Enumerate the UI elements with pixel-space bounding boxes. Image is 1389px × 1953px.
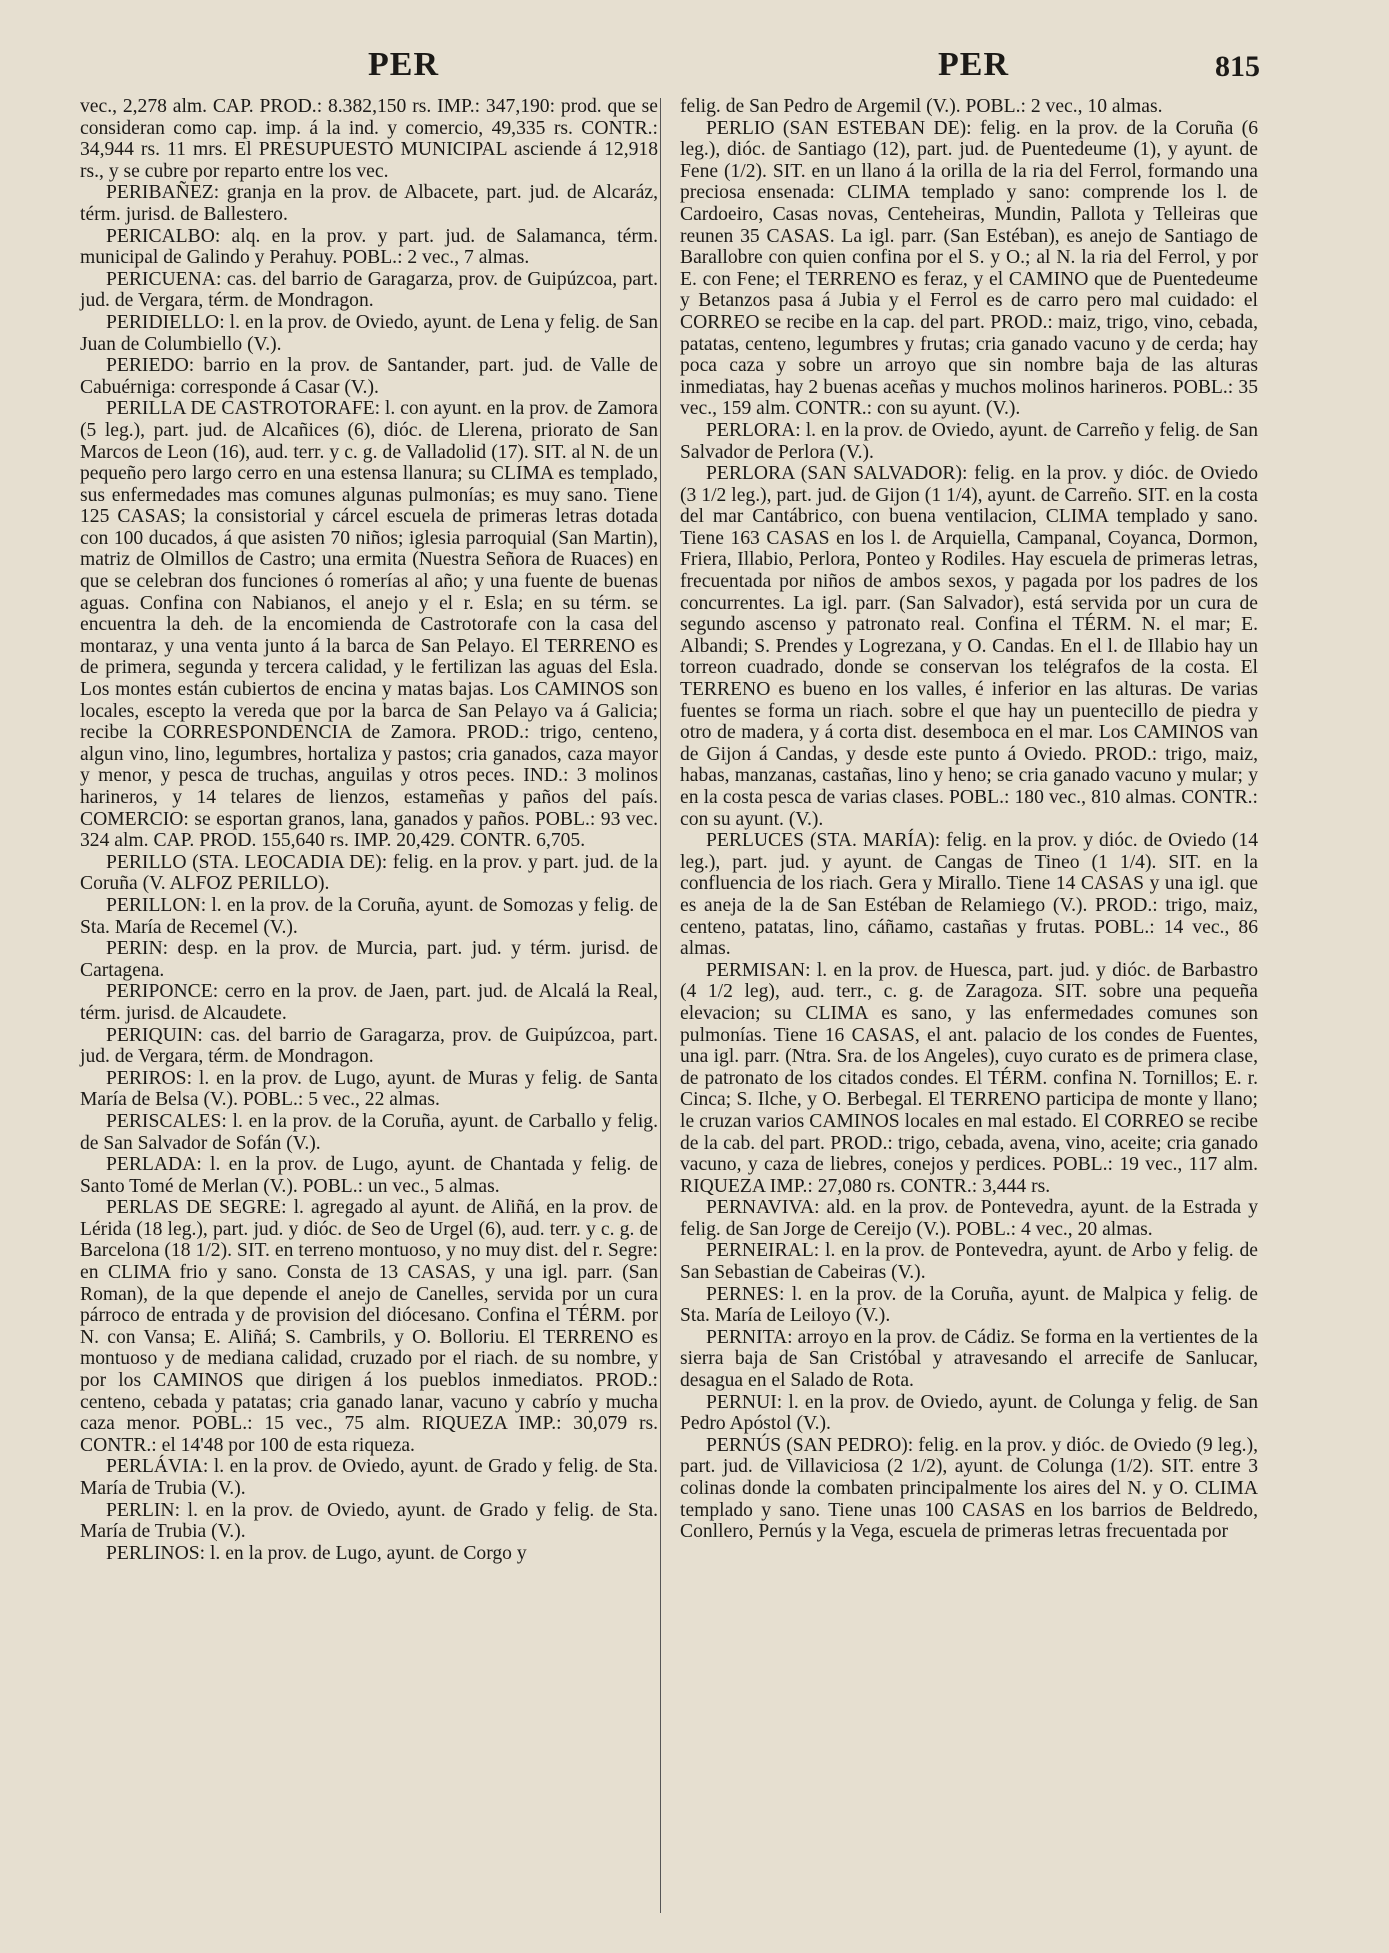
dictionary-entry: PERLIO (SAN ESTEBAN DE): felig. en la prov. de la Coruña (6 leg.), dióc. de Santiago (12), part. jud. de Puentedeume (1), y ayunt. de Fene (1/2). SIT. en un llano á la orilla de la ria del Ferrol, formando una preciosa ensenada: CLIMA templado y sano: comprende los l. de Cardoeiro, Casas novas, Centeheiras, Mundin, Pallota y Telleiras que reunen 35 CASAS. La igl. parr. (San Estéban), es anejo de Santiago de Barallobre con quien confina por el S. y O.; al N. la ria del Ferrol, y por E. con Fene; el TERRENO es feraz, y el CAMINO que de Puentedeume y Betanzos pasa á Jubia y el Ferrol es de carro pero mal cuidado: el CORREO se recibe en la cap. del part. PROD.: maiz, trigo, vino, cebada, patatas, centeno, legumbres y frutas; cria ganado vacuno y de cerda; hay poca caza y sobre un arroyo que sin nombre baja de las alturas inmediatas, hay 2 buenas aceñas y muchos molinos harineros. POBL.: 35 vec., 159 alm. CONTR.: con su ayunt. (V.). bbox=[680, 117, 1258, 420]
dictionary-entry: PERNAVIVA: ald. en la prov. de Pontevedra, ayunt. de la Estrada y felig. de San Jorge de Cereijo (V.). POBL.: 4 vec., 20 almas. bbox=[680, 1197, 1258, 1240]
dictionary-entry: PERIN: desp. en la prov. de Murcia, part. jud. y térm. jurisd. de Cartagena. bbox=[80, 938, 658, 981]
dictionary-entry: PERIEDO: barrio en la prov. de Santander, part. jud. de Valle de Cabuérniga: corresponde á Casar (V.). bbox=[80, 355, 658, 398]
dictionary-entry: PERICUENA: cas. del barrio de Garagarza, prov. de Guipúzcoa, part. jud. de Vergara, térm. de Mondragon. bbox=[80, 268, 658, 312]
dictionary-entry: PERIROS: l. en la prov. de Lugo, ayunt. de Muras y felig. de Santa María de Belsa (V.). POBL.: 5 vec., 22 almas. bbox=[80, 1067, 658, 1111]
right-column bbox=[680, 96, 1258, 1543]
column-divider bbox=[660, 98, 661, 1913]
right-running-head: PER bbox=[938, 46, 1009, 83]
dictionary-entry: PERNES: l. en la prov. de la Coruña, ayunt. de Malpica y felig. de Sta. María de Leiloyo (V.). bbox=[680, 1283, 1258, 1327]
dictionary-entry: PERLUCES (STA. MARÍA): felig. en la prov. y dióc. de Oviedo (14 leg.), part. jud. y ayunt. de Cangas de Tineo (1 1/4). SIT. en la confluencia de los riach. Gera y Mirallo. Tiene 14 CASAS y una igl. que es aneja de la de San Estéban de Relamiego (V.). PROD.: trigo, maiz, centeno, patatas, lino, cáñamo, castañas y frutas. POBL.: 14 vec., 86 almas. bbox=[680, 830, 1258, 960]
dictionary-entry: PERLORA: l. en la prov. de Oviedo, ayunt. de Carreño y felig. de San Salvador de Perlora (V.). bbox=[680, 419, 1258, 463]
dictionary-entry: PERIBAÑEZ: granja en la prov. de Albacete, part. jud. de Alcaráz, térm. jurisd. de Ballestero. bbox=[80, 182, 658, 225]
dictionary-entry: PERISCALES: l. en la prov. de la Coruña, ayunt. de Carballo y felig. de San Salvador de Sofán (V.). bbox=[80, 1110, 658, 1154]
dictionary-entry: PERIQUIN: cas. del barrio de Garagarza, prov. de Guipúzcoa, part. jud. de Vergara, térm. de Mondragon. bbox=[80, 1024, 658, 1068]
dictionary-entry: PERIDIELLO: l. en la prov. de Oviedo, ayunt. de Lena y felig. de San Juan de Columbiello (V.). bbox=[80, 311, 658, 355]
page-number: 815 bbox=[1215, 50, 1260, 83]
dictionary-entry: PERLINOS: l. en la prov. de Lugo, ayunt. de Corgo y bbox=[106, 1542, 527, 1564]
dictionary-entry: PERILLON: l. en la prov. de la Coruña, ayunt. de Somozas y felig. de Sta. María de Recemel (V.). bbox=[80, 894, 658, 938]
dictionary-entry: PERLORA (SAN SALVADOR): felig. en la prov. y dióc. de Oviedo (3 1/2 leg.), part. jud. de Gijon (1 1/4), ayunt. de Carreño. SIT. en la costa del mar Cantábrico, con buena ventilacion, CLIMA templado y sano. Tiene 163 CASAS en los l. de Arquiella, Campanal, Coyanca, Dormon, Friera, Illabio, Perlora, Ponteo y Rodiles. Hay escuela de primeras letras, frecuentada por niños de ambos sexos, y pagada por los padres de los concurrentes. La igl. parr. (San Salvador), está servida por un cura de segundo ascenso y patronato real. Confina el TÉRM. N. el mar; E. Albandi; S. Prendes y Logrezana, y O. Candas. En el l. de Illabio hay un torreon cuadrado, donde se conservan los telégrafos de la costa. El TERRENO es bueno en los valles, é inferior en las alturas. De varias fuentes se forma un riach. sobre el que hay un puentecillo de piedra y otro de madera, y á corta dist. desemboca en el mar. Los CAMINOS van de Gijon á Candas, y desde este punto á Oviedo. PROD.: trigo, maiz, habas, manzanas, castañas, lino y heno; se cria ganado vacuno y mular; y en la costa pesca de varias clases. POBL.: 180 vec., 810 almas. CONTR.: con su ayunt. (V.). bbox=[680, 463, 1258, 830]
left-running-head: PER bbox=[368, 46, 439, 83]
dictionary-entry: PERNÚS (SAN PEDRO): felig. en la prov. y dióc. de Oviedo (9 leg.), part. jud. de Villaviciosa (2 1/2), ayunt. de Colunga (1/2). SIT. entre 3 colinas donde la combaten principalmente los aires del N. y O. CLIMA templado y sano. Tiene unas 100 CASAS en los barrios de Beldredo, Conllero, Pernús y la Vega, escuela de primeras letras frecuentada por bbox=[680, 1434, 1258, 1543]
dictionary-entry: vec., 2,278 alm. CAP. PROD.: 8.382,150 rs. IMP.: 347,190: prod. que se consideran como cap. imp. á la ind. y comercio, 49,335 rs. CONTR.: 34,944 rs. 11 mrs. El PRESUPUESTO MUNICIPAL asciende á 12,918 rs., y se cubre por reparto entre los vec. bbox=[80, 96, 658, 182]
dictionary-entry: PERICALBO: alq. en la prov. y part. jud. de Salamanca, térm. municipal de Galindo y Perahuy. POBL.: 2 vec., 7 almas. bbox=[80, 225, 658, 269]
dictionary-entry: PERLAS DE SEGRE: l. agregado al ayunt. de Aliñá, en la prov. de Lérida (18 leg.), part. jud. y dióc. de Seo de Urgel (6), aud. terr. y c. g. de Barcelona (18 1/2). SIT. en terreno montuoso, y no muy dist. del r. Segre: en CLIMA frio y sano. Consta de 13 CASAS, y una igl. parr. (San Roman), de la que depende el anejo de Canelles, servida por un cura párroco de entrada y de provision del diócesano. Confina el TÉRM. por N. con Vansa; E. Aliñá; S. Cambrils, y O. Bolloriu. El TERRENO es montuoso y de mediana calidad, cruzado por el riach. de su nombre, y por los CAMINOS que dirigen á los pueblos inmediatos. PROD.: centeno, cebada y patatas; cria ganado lanar, vacuno y cabrío y mucha caza menor. POBL.: 15 vec., 75 alm. RIQUEZA IMP.: 30,079 rs. CONTR.: el 14'48 por 100 de esta riqueza. bbox=[80, 1197, 658, 1456]
dictionary-entry: PERILLA DE CASTROTORAFE: l. con ayunt. en la prov. de Zamora (5 leg.), part. jud. de Alcañices (6), dióc. de Llerena, priorato de San Marcos de Leon (16), aud. terr. y c. g. de Valladolid (17). SIT. al N. de un pequeño pero largo cerro en una estensa llanura; su CLIMA es templado, sus enfermedades mas comunes algunas pulmonías; es muy sano. Tiene 125 CASAS; la consistorial y cárcel escuela de primeras letras dotada con 100 ducados, á que asisten 70 niños; iglesia parroquial (San Martin), matriz de Olmillos de Castro; una ermita (Nuestra Señora de Ruaces) en que se celebran dos funciones ó romerías al año; y una fuente de buenas aguas. Confina con Nabianos, el anejo y el r. Esla; en su térm. se encuentra la deh. de la encomienda de Castrotorafe con la casa del montaraz, y una venta junto á la barca de San Pelayo. El TERRENO es de primera, segunda y tercera calidad, y le fertilizan las aguas del Esla. Los montes están cubiertos de encina y matas bajas. Los CAMINOS son locales, escepto la vereda que por la barca de San Pelayo va á Galicia; recibe la CORRESPONDENCIA de Zamora. PROD.: trigo, centeno, algun vino, lino, legumbres, hortaliza y pastos; cria ganados, caza mayor y menor, y pesca de truchas, anguilas y otros peces. IND.: 3 molinos harineros, y 14 telares de lienzos, estameñas y paños del país. COMERCIO: se esportan granos, lana, ganados y paños. POBL.: 93 vec. 324 alm. CAP. PROD. 155,640 rs. IMP. 20,429. CONTR. 6,705. bbox=[80, 398, 658, 852]
dictionary-entry: PERLIN: l. en la prov. de Oviedo, ayunt. de Grado y felig. de Sta. María de Trubia (V.). bbox=[80, 1499, 658, 1543]
dictionary-entry: PERLÁVIA: l. en la prov. de Oviedo, ayunt. de Grado y felig. de Sta. María de Trubia (V.). bbox=[80, 1456, 658, 1499]
dictionary-entry: PERIPONCE: cerro en la prov. de Jaen, part. jud. de Alcalá la Real, térm. jurisd. de Alcaudete. bbox=[80, 981, 658, 1024]
dictionary-entry: PERNUI: l. en la prov. de Oviedo, ayunt. de Colunga y felig. de San Pedro Apóstol (V.). bbox=[680, 1391, 1258, 1435]
dictionary-entry: PERILLO (STA. LEOCADIA DE): felig. en la prov. y part. jud. de la Coruña (V. ALFOZ PERILLO). bbox=[80, 851, 658, 895]
dictionary-entry: PERMISAN: l. en la prov. de Huesca, part. jud. y dióc. de Barbastro (4 1/2 leg), aud. terr., c. g. de Zaragoza. SIT. sobre una pequeña elevacion; su CLIMA es sano, y las enfermedades comunes son pulmonías. Tiene 16 CASAS, el ant. palacio de los condes de Fuentes, una igl. parr. (Ntra. Sra. de los Angeles), cuyo curato es de primera clase, de patronato de los citados condes. El TÉRM. confina N. Tornillos; E. r. Cinca; S. Ilche, y O. Berbegal. El TERRENO participa de monte y llano; le cruzan varios CAMINOS locales en mal estado. El CORREO se recibe de la cab. del part. PROD.: trigo, cebada, avena, vino, aceite; cria ganado vacuno, y caza de liebres, conejos y perdices. POBL.: 19 vec., 117 alm. RIQUEZA IMP.: 27,080 rs. CONTR.: 3,444 rs. bbox=[680, 959, 1258, 1197]
dictionary-entry: PERNITA: arroyo en la prov. de Cádiz. Se forma en la vertientes de la sierra baja de San Cristóbal y atravesando el arrecife de Sanlucar, desagua en el Salado de Rota. bbox=[680, 1326, 1258, 1392]
dictionary-entry: felig. de San Pedro de Argemil (V.). POBL.: 2 vec., 10 almas. bbox=[680, 96, 1163, 117]
dictionary-entry: PERLADA: l. en la prov. de Lugo, ayunt. de Chantada y felig. de Santo Tomé de Merlan (V.). POBL.: un vec., 5 almas. bbox=[80, 1154, 658, 1197]
dictionary-entry: PERNEIRAL: l. en la prov. de Pontevedra, ayunt. de Arbo y felig. de San Sebastian de Cabeiras (V.). bbox=[680, 1240, 1258, 1284]
left-column bbox=[80, 96, 658, 1564]
